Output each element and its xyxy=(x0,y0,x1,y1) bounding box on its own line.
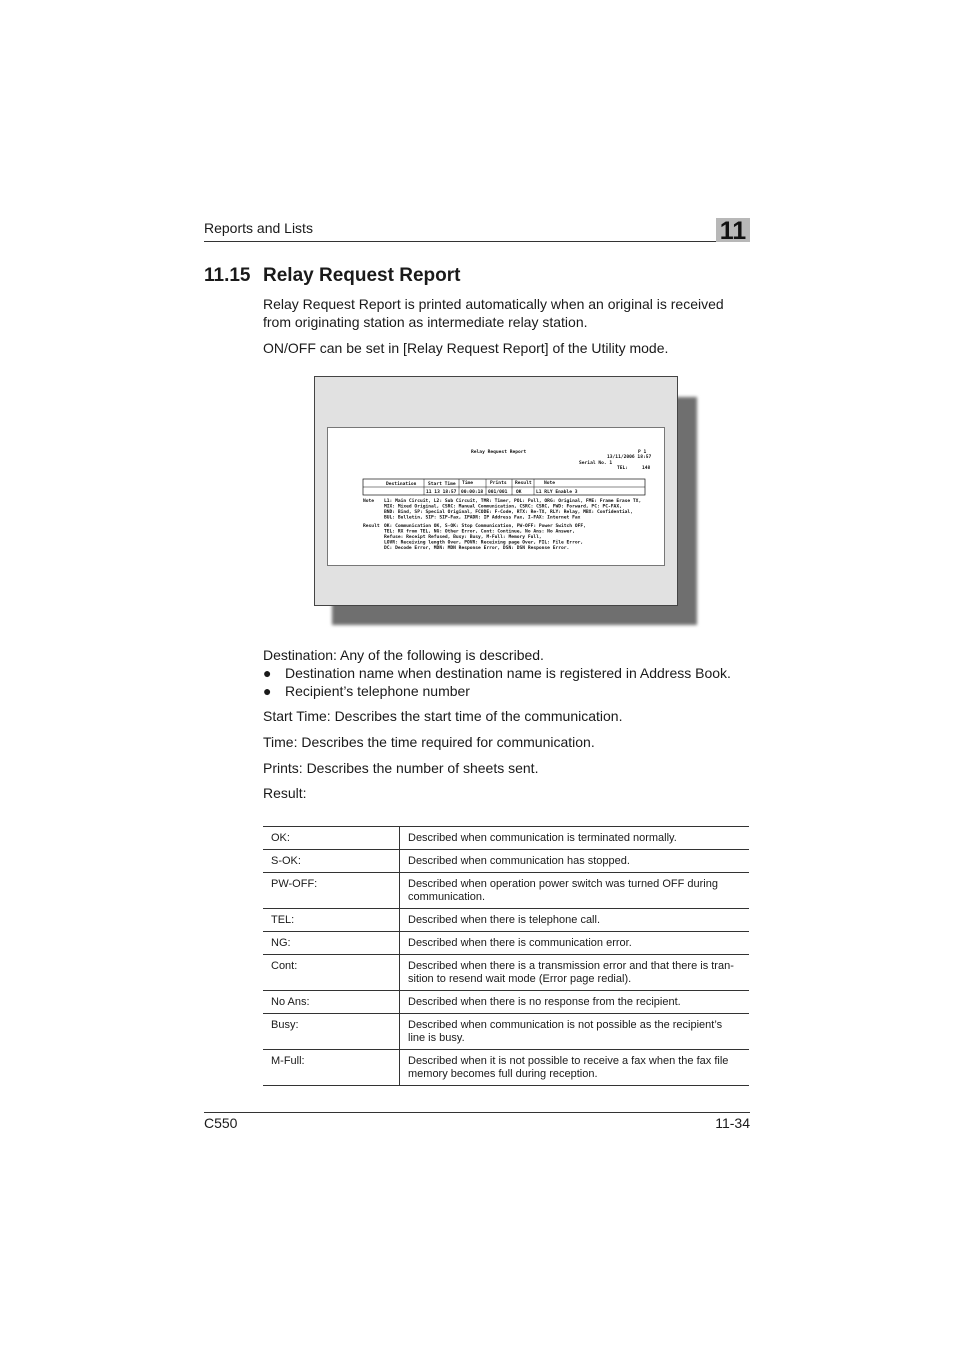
row-time: 00:00:18 xyxy=(461,490,484,495)
result-code-cell: M-Full: xyxy=(263,1050,400,1086)
report-sample-image xyxy=(328,428,664,565)
table-row xyxy=(263,827,749,850)
result-description-cell: Described when communication is terminated normally. xyxy=(400,827,750,850)
row-result: OK xyxy=(516,490,522,495)
table-row xyxy=(263,873,749,909)
result-code-cell: Busy: xyxy=(263,1014,400,1050)
result-description-cell: Described when there is a transmission error and that there is tran-sition to resend wait mode (Error page redial). xyxy=(400,955,750,991)
col-time: Time xyxy=(462,481,474,486)
result-description-cell: Described when communication is not possible as the recipient’s line is busy. xyxy=(400,1014,750,1050)
result-code-cell: S-OK: xyxy=(263,850,400,873)
start-time-description: Start Time: Describes the start time of the communication. xyxy=(263,708,623,724)
result-description-cell: Described when it is not possible to receive a fax when the fax file memory becomes full during reception. xyxy=(400,1050,750,1086)
report-tel-value: 148 xyxy=(642,466,651,471)
footer-page-number: 11-34 xyxy=(715,1115,750,1131)
result-line: TEL: RX from TEL, NG: Other Error, Cont: Continue, No Ans: No Answer, xyxy=(384,529,575,535)
note-line: MIX: Mixed Original, CSRC: Manual Communication, CSRC: CSRC, FWD: Forward, PC: PC-FAX, xyxy=(384,504,622,510)
result-line: DC: Decode Error, MDN: MDN Response Error, DSN: DSN Response Error. xyxy=(384,546,570,551)
col-note: Note xyxy=(544,481,556,486)
report-title: Relay Request Report xyxy=(471,450,527,455)
footer-rule xyxy=(204,1112,750,1113)
row-note: L1 RLY Enable 3 xyxy=(536,490,578,495)
result-description-cell: Described when communication has stopped. xyxy=(400,850,750,873)
result-line: Refuse: Receipt Refused, Busy: Busy, M-Full: Memory Full, xyxy=(384,535,542,540)
result-code-cell: Cont: xyxy=(263,955,400,991)
table-row xyxy=(263,955,749,991)
report-tel-label: TEL: xyxy=(617,466,629,471)
result-description-cell: Described when there is communication error. xyxy=(400,932,750,955)
destination-heading: Destination: Any of the following is described. xyxy=(263,647,544,663)
note-line: BUL: Bulletin, SIP: SIP-Fax, IPADR: IP Address Fax, I-FAX: Internet Fax xyxy=(384,515,581,521)
col-start-time: Start Time xyxy=(428,482,456,487)
table-row xyxy=(263,991,749,1014)
result-description-cell: Described when there is no response from the recipient. xyxy=(400,991,750,1014)
row-start-time: 11 13 18:57 xyxy=(426,490,457,495)
result-code-cell: No Ans: xyxy=(263,991,400,1014)
result-code-cell: TEL: xyxy=(263,909,400,932)
intro-paragraph: Relay Request Report is printed automatically when an original is received from originating station as intermediate relay station. xyxy=(263,296,724,330)
time-description: Time: Describes the time required for communication. xyxy=(263,734,595,750)
table-row xyxy=(263,1050,749,1086)
bullet-text: Destination name when destination name is registered in Address Book. xyxy=(285,665,731,681)
result-line: OK: Communication OK, S-OK: Stop Communication, PW-OFF: Power Switch OFF, xyxy=(384,524,586,529)
col-prints: Prints xyxy=(490,481,507,486)
bullet-icon: ● xyxy=(263,665,272,681)
report-table xyxy=(363,479,645,495)
result-codes-table xyxy=(263,826,749,1086)
section-title xyxy=(204,265,460,287)
report-page: P 1 xyxy=(638,450,647,455)
report-sample-sheet xyxy=(327,427,665,566)
prints-description: Prints: Describes the number of sheets sent. xyxy=(263,760,539,776)
note-label: Note xyxy=(363,499,375,504)
section-number: 11.15 xyxy=(204,265,251,286)
table-row xyxy=(263,932,749,955)
running-header: Reports and Lists xyxy=(204,220,313,236)
report-serial: Serial No. 1 xyxy=(579,461,613,466)
report-date: 13/11/2006 18:57 xyxy=(607,455,652,460)
note-line: L1: Main Circuit, L2: Sub Circuit, TMR: Timer, POL: Poll, ORG: Original, FME: Frame Erase TX, xyxy=(384,499,642,504)
result-code-cell: NG: xyxy=(263,932,400,955)
result-heading: Result: xyxy=(263,785,307,801)
result-description-cell: Described when operation power switch was turned OFF during communication. xyxy=(400,873,750,909)
footer-model: C550 xyxy=(204,1115,238,1131)
note-line: BND: Bind, SP: Special Original, FCODE: F-Code, RTX: Re-TX, RLY: Relay, MBX: Confidential, xyxy=(384,510,633,515)
chapter-number: 11 xyxy=(719,217,747,245)
header-rule xyxy=(204,241,716,242)
col-result: Result xyxy=(515,481,532,486)
section-title-text: Relay Request Report xyxy=(263,265,461,286)
table-row xyxy=(263,850,749,873)
table-row xyxy=(263,1014,749,1050)
table-row xyxy=(263,909,749,932)
bullet-text: Recipient’s telephone number xyxy=(285,683,470,699)
result-label: Result xyxy=(363,524,380,529)
result-line: LOVR: Receiving length Over, POVR: Receiving page Over, FIL: File Error, xyxy=(384,540,584,546)
col-destination: Destination xyxy=(386,482,417,487)
setting-note: ON/OFF can be set in [Relay Request Report] of the Utility mode. xyxy=(263,340,669,356)
result-code-cell: PW-OFF: xyxy=(263,873,400,909)
result-code-cell: OK: xyxy=(263,827,400,850)
bullet-icon: ● xyxy=(263,683,272,699)
row-prints: 001/001 xyxy=(488,490,508,495)
result-description-cell: Described when there is telephone call. xyxy=(400,909,750,932)
